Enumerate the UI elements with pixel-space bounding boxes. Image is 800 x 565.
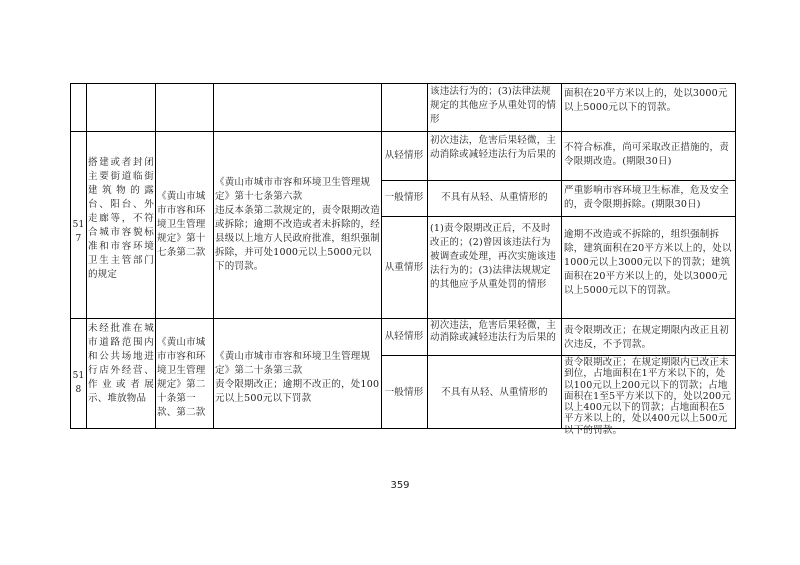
row-518-legal-basis: 《黄山市城市市容和环境卫生管理规定》第二十条第一款、第二款 bbox=[157, 337, 206, 418]
row-518-normal-label: 一般情形 bbox=[384, 387, 424, 398]
row-518-light-situation: 初次违法，危害后果轻微，主动消除或减轻违法行为后果的 bbox=[430, 320, 557, 343]
row-517-heavy-situation: (1)责令限期改正后，不及时改正的；(2)曾因该违法行为被调查或处理，再次实施该违法行为的；(3)法律法规规定的其他应予从重处罚的情形 bbox=[430, 223, 557, 290]
row-separator-517-518 bbox=[70, 318, 736, 319]
row-518-number: 518 bbox=[72, 371, 85, 395]
column-border-3 bbox=[213, 83, 214, 429]
row-517-number: 517 bbox=[72, 220, 85, 244]
row-517-light-penalty: 不符合标准，尚可采取改正措施的，责令限期改造。(期限30日) bbox=[564, 142, 729, 167]
row-517-normal-situation: 不具有从轻、从重情形的 bbox=[441, 192, 548, 203]
row-517-normal-label: 一般情形 bbox=[384, 192, 424, 203]
column-border-right bbox=[735, 83, 736, 429]
row-517-heavy-label: 从重情形 bbox=[384, 262, 424, 273]
subrow-separator-517-normal bbox=[381, 216, 736, 217]
row-518-provision: 《黄山市城市市容和环境卫生管理规定》第二十条第三款 责令限期改正；逾期不改正的，处100元以上500元以下罚款 bbox=[215, 351, 380, 404]
row-517-provision: 《黄山市城市市容和环境卫生管理规定》第十七条第六款 违反本条第二款规定的，责令限期改造或拆除；逾期不改造或者未拆除的，经县级以上地方人民政府批准，组织强制拆除，并可处1000元以上5000元以下的罚款。 bbox=[215, 177, 380, 272]
column-border-6 bbox=[561, 83, 562, 429]
column-border-4 bbox=[381, 83, 382, 429]
row-517-light-situation: 初次违法，危害后果轻微，主动消除或减轻违法行为后果的 bbox=[430, 135, 557, 160]
row-517-light-label: 从轻情形 bbox=[384, 150, 424, 161]
page-number: 359 bbox=[390, 480, 410, 491]
row-517-matter: 搭建或者封闭主要街道临街建筑物的露台、阳台、外走廊等，不符合城市容貌标准和市容环境卫生主管部门的规定 bbox=[88, 157, 154, 280]
subrow-separator-517-light bbox=[381, 180, 736, 181]
row-517-heavy-penalty: 逾期不改造或不拆除的，组织强制拆除，建筑面积在20平方米以上的，处以1000元以上3000元以下的罚款；建筑面积在20平方米以上的，处以3000元以上5000元以下的罚款。 bbox=[564, 229, 732, 296]
row-518-normal-penalty: 责令限期改正；在规定期限内已改正未到位，占地面积在1平方米以下的，处以100元以上200元以下的罚款；占地面积在1至5平方米以下的，处以200元以上400元以下的罚款；占地面积在5平方米以上的，处以400元以上500元以下的罚款。 bbox=[564, 357, 732, 436]
column-border-2 bbox=[155, 83, 156, 429]
row-518-light-label: 从轻情形 bbox=[384, 331, 424, 342]
subrow-separator-518-light bbox=[381, 355, 736, 356]
row-518-normal-situation: 不具有从轻、从重情形的 bbox=[441, 387, 548, 398]
row-separator-516-517 bbox=[70, 131, 736, 132]
row-518-light-penalty: 责令限期改正；在规定期限内改正且初次违反，不予罚款。 bbox=[564, 325, 729, 350]
table-top-border bbox=[70, 83, 736, 84]
cont-row-penalty: 面积在20平方米以上的，处以3000元以上5000元以下的罚款。 bbox=[564, 88, 728, 113]
row-517-normal-penalty: 严重影响市容环境卫生标准，危及安全的，责令限期拆除。(期限30日) bbox=[564, 185, 729, 210]
table-bottom-border bbox=[70, 428, 736, 429]
cont-row-situation: 该违法行为的；(3)法律法规规定的其他应予从重处罚的情形 bbox=[430, 86, 557, 125]
row-518-matter: 未经批准在城市道路范围内和公共场地进行店外经营、作业或者展示、堆放物品 bbox=[88, 323, 154, 404]
row-517-legal-basis: 《黄山市城市市容和环境卫生管理规定》第十七条第二款 bbox=[157, 191, 206, 258]
column-border-5 bbox=[427, 83, 428, 429]
